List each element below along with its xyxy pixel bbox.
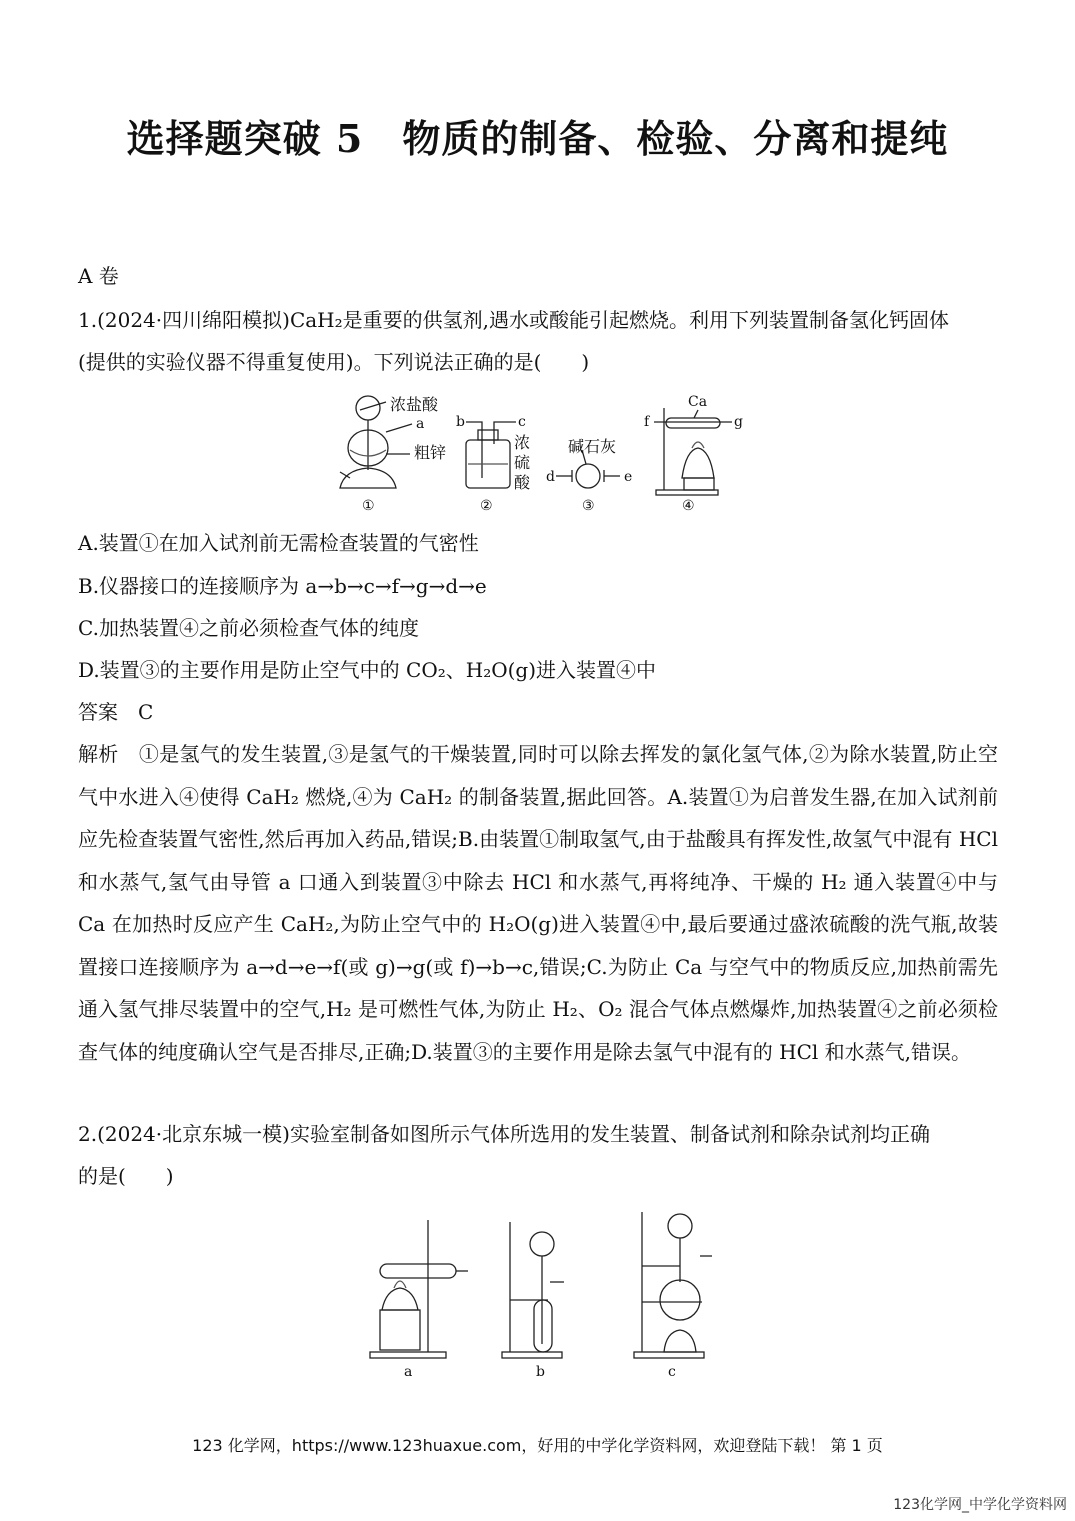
fig1-label-ca: Ca xyxy=(688,394,708,410)
fig2-label-c: c xyxy=(668,1364,676,1380)
q1-stem-line1: 1.(2024·四川绵阳模拟)CaH₂是重要的供氢剂,遇水或酸能引起燃烧。利用下列装置制备氢化钙固体 xyxy=(78,308,949,332)
fig1-number-1: ① xyxy=(362,498,375,514)
page-title: 选择题突破 5 物质的制备、检验、分离和提纯 xyxy=(126,116,949,161)
apparatus-c xyxy=(634,1212,712,1358)
fig2-label-b: b xyxy=(536,1364,545,1380)
wash-bottle xyxy=(466,422,516,488)
watermark: 123化学网_中学化学资料网 xyxy=(893,1497,1067,1513)
fig1-label-c: c xyxy=(518,414,526,430)
q1-option-a: A.装置①在加入试剂前无需检查装置的气密性 xyxy=(78,531,479,555)
fig1-label-g: g xyxy=(734,414,743,430)
q1-option-d: D.装置③的主要作用是防止空气中的 CO₂、H₂O(g)进入装置④中 xyxy=(78,658,657,682)
fig1-label-b: b xyxy=(456,414,465,430)
q1-analysis: 解析 ①是氢气的发生装置,③是氢气的干燥装置,同时可以除去挥发的氯化氢气体,②为除水装置,防止空气中水进入④使得 CaH₂ 燃烧,④为 CaH₂ 的制备装置,据此回答。A.装置①为启普发生器,在加入试剂前应先检查装置气密性,然后再加入药品,错误;B.由装置①制取氢气,由于盐酸具有挥发性,故氢气中混有 HCl 和水蒸气,氢气由导管 a 口通入到装置③中除去 HCl 和水蒸气,再将纯净、干燥的 H₂ 通入装置④中与 Ca 在加热时反应产生 CaH₂,为防止空气中的 H₂O(g)进入装置④中,最后要通过盛浓硫酸的洗气瓶,故装置接口连接顺序为 a→d→e→f(或 g)→g(或 f)→b→c,错误;C.为防止 Ca 与空气中的物质反应,加热前需先通入氢气排尽装置中的空气,H₂ 是可燃性气体,为防止 H₂、O₂ 混合气体点燃爆炸,加热装置④之前必须检查气体的纯度确认空气是否排尽,正确;D.装置③的主要作用是除去氢气中混有的 HCl 和水蒸气,错误。 xyxy=(78,742,998,1064)
q2-apparatus-figure xyxy=(360,1204,720,1384)
fig1-label-e: e xyxy=(624,469,633,485)
section-label: A 卷 xyxy=(78,264,119,288)
fig1-label-a: a xyxy=(416,416,425,432)
fig1-label-acid-2: 硫 xyxy=(514,453,531,472)
fig1-number-4: ④ xyxy=(682,498,695,514)
fig1-label-sodalime: 碱石灰 xyxy=(568,437,617,456)
fig1-number-2: ② xyxy=(480,498,493,514)
q1-option-c: C.加热装置④之前必须检查气体的纯度 xyxy=(78,616,419,640)
q1-apparatus-figure xyxy=(320,388,760,516)
heating-tube xyxy=(654,408,732,495)
fig2-label-a: a xyxy=(404,1364,413,1380)
fig1-label-hcl: 浓盐酸 xyxy=(390,395,439,414)
fig1-label-f: f xyxy=(644,414,650,430)
apparatus-a xyxy=(370,1220,468,1358)
fig1-label-zinc: 粗锌 xyxy=(414,443,447,462)
page-footer: 123 化学网，https://www.123huaxue.com，好用的中学化学资料网，欢迎登陆下载！ 第 1 页 xyxy=(192,1436,883,1455)
fig1-label-acid-1: 浓 xyxy=(514,433,531,452)
fig1-number-3: ③ xyxy=(582,498,595,514)
q1-option-b: B.仪器接口的连接顺序为 a→b→c→f→g→d→e xyxy=(78,574,487,598)
q1-answer: 答案 C xyxy=(78,700,154,724)
q2-stem-line1: 2.(2024·北京东城一模)实验室制备如图所示气体所选用的发生装置、制备试剂和除杂试剂均正确 xyxy=(78,1122,930,1146)
apparatus-b xyxy=(502,1222,564,1358)
fig1-label-d: d xyxy=(546,469,555,485)
q2-stem-line2: 的是( ) xyxy=(78,1164,174,1188)
q1-stem-line2: (提供的实验仪器不得重复使用)。下列说法正确的是( ) xyxy=(78,350,590,374)
fig1-label-acid-3: 酸 xyxy=(514,473,531,492)
